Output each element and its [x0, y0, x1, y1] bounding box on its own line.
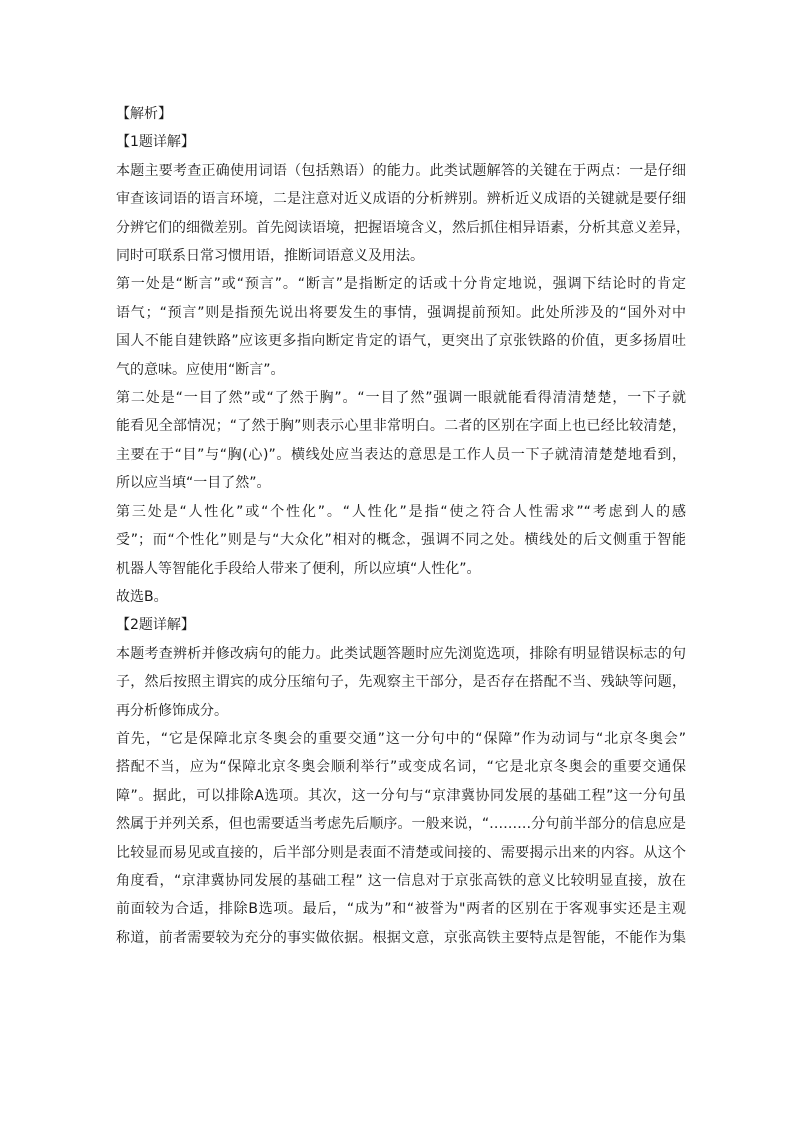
- paragraph-line: 称道，前者需要较为充分的事实做依据。根据文意，京张高铁主要特点是智能，不能作为集: [116, 929, 686, 946]
- paragraph-line: 审查该词语的语言环境，二是注意对近义成语的分析辨别。辨析近义成语的关键就是要仔细: [116, 191, 686, 208]
- paragraph-line: 语气；“预言”则是指预先说出将要发生的事情，强调提前预知。此处所涉及的“国外对中: [116, 304, 686, 321]
- paragraph-line: 障”。据此，可以排除A选项。其次，这一分句与“京津冀协同发展的基础工程”这一分句虽: [116, 787, 686, 804]
- paragraph-line: 国人不能自建铁路”应该更多指向断定肯定的语气，更突出了京张铁路的价值，更多扬眉吐: [116, 333, 686, 350]
- paragraph-line: 前面较为合适，排除B选项。最后，“成为”和“被誉为"两者的区别在于客观事实还是主观: [116, 901, 686, 918]
- section-title: 【1题详解】: [116, 134, 195, 151]
- paragraph-line: 所以应当填“一目了然”。: [116, 475, 271, 492]
- paragraph-line: 再分析修饰成分。: [116, 702, 228, 719]
- paragraph-line: 第一处是“断言”或“预言”。“断言”是指断定的话或十分肯定地说，强调下结论时的肯定: [116, 276, 686, 293]
- paragraph-line: 受”；而“个性化”则是与“大众化”相对的概念，强调不同之处。横线处的后文侧重于智能: [116, 532, 686, 549]
- paragraph-line: 主要在于“目”与“胸(心)”。横线处应当表达的意思是工作人员一下子就清清楚楚地看到，: [116, 446, 686, 463]
- paragraph-line: 本题考查辨析并修改病句的能力。此类试题答题时应先浏览选项，排除有明显错误标志的句: [116, 645, 686, 662]
- paragraph-line: 首先，“它是保障北京冬奥会的重要交通”这一分句中的“保障”作为动词与“北京冬奥会”: [116, 730, 686, 747]
- section-title: 【2题详解】: [116, 617, 195, 634]
- paragraph-line: 第三处是“人性化”或“个性化”。“人性化”是指“使之符合人性需求”“考虑到人的感: [116, 503, 686, 520]
- paragraph-line: 同时可联系日常习惯用语，推断词语意义及用法。: [116, 248, 424, 265]
- paragraph-line: 搭配不当，应为“保障北京冬奥会顺利举行”或变成名词，“它是北京冬奥会的重要交通保: [116, 759, 686, 776]
- paragraph-line: 气的意味。应使用“断言”。: [116, 361, 285, 378]
- paragraph-line: 然属于并列关系，但也需要适当考虑先后顺序。一般来说，“………分句前半部分的信息应是: [116, 816, 686, 833]
- paragraph-line: 角度看，“京津冀协同发展的基础工程” 这一信息对于京张高铁的意义比较明显直接，放在: [116, 872, 686, 889]
- paragraph-line: 分辨它们的细微差别。首先阅读语境，把握语境含义，然后抓住相异语素，分析其意义差异，: [116, 219, 690, 236]
- analysis-heading: 【解析】: [116, 106, 172, 122]
- paragraph-line: 第二处是“一目了然”或“了然于胸”。“一目了然”强调一眼就能看得清清楚楚，一下子就: [116, 390, 686, 407]
- paragraph-line: 子，然后按照主谓宾的成分压缩句子，先观察主干部分，是否存在搭配不当、残缺等问题，: [116, 674, 686, 691]
- paragraph-line: 故选B。: [116, 588, 168, 605]
- paragraph-line: 本题主要考查正确使用词语（包括熟语）的能力。此类试题解答的关键在于两点：一是仔细: [116, 162, 686, 179]
- document-body: [116, 100, 690, 952]
- paragraph-line: 机器人等智能化手段给人带来了便利，所以应填“人性化”。: [116, 560, 481, 577]
- paragraph-line: 能看见全部情况；“了然于胸”则表示心里非常明白。二者的区别在字面上也已经比较清楚，: [116, 418, 686, 435]
- paragraph-line: 比较显而易见或直接的，后半部分则是表面不清楚或间接的、需要揭示出来的内容。从这个: [116, 844, 686, 861]
